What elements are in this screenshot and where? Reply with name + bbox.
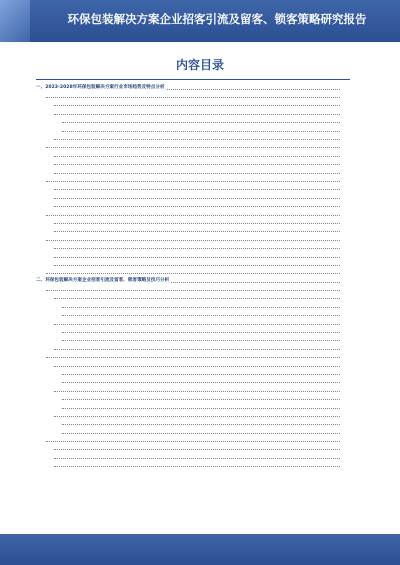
toc-leader-dots xyxy=(54,265,340,266)
toc-leader-dots xyxy=(54,349,340,350)
toc-entry[interactable] xyxy=(36,193,350,201)
toc-title: 内容目录 xyxy=(175,58,224,72)
toc-leader-dots xyxy=(54,231,340,232)
toc-entry[interactable] xyxy=(36,151,350,159)
toc-chapter-entry[interactable] xyxy=(36,277,350,285)
toc-leader-dots xyxy=(54,189,340,190)
toc-leader-dots xyxy=(62,122,340,123)
toc-entry[interactable] xyxy=(36,168,350,176)
report-header-title: 环保包装解决方案企业招客引流及留客、锁客策略研究报告 xyxy=(67,12,367,26)
toc-leader-dots xyxy=(62,433,340,434)
toc-entry[interactable] xyxy=(36,344,350,352)
toc-entry[interactable] xyxy=(36,420,350,428)
toc-entry[interactable] xyxy=(36,411,350,419)
toc-leader-dots xyxy=(54,105,340,106)
toc-leader-dots xyxy=(54,366,340,367)
title-divider xyxy=(36,79,350,80)
toc-entry[interactable] xyxy=(36,311,350,319)
toc-entry[interactable] xyxy=(36,160,350,168)
toc-entry-text: 一、2023-2028年环保包装解决方案行业市场趋势及特点分析 xyxy=(36,85,165,90)
toc-entry[interactable] xyxy=(36,92,350,100)
toc-leader-dots xyxy=(62,307,340,308)
toc-entry[interactable] xyxy=(36,436,350,444)
toc-entry[interactable] xyxy=(36,252,350,260)
toc-entry[interactable] xyxy=(36,428,350,436)
toc-leader-dots xyxy=(54,466,340,467)
toc-leader-dots xyxy=(62,374,340,375)
toc-entry[interactable] xyxy=(36,218,350,226)
toc-entry[interactable] xyxy=(36,269,350,277)
toc-leader-dots xyxy=(54,206,340,207)
toc-leader-dots xyxy=(46,357,340,358)
toc-leader-dots xyxy=(54,156,340,157)
toc-leader-dots xyxy=(54,324,340,325)
toc-entry[interactable] xyxy=(36,201,350,209)
toc-entry[interactable] xyxy=(36,445,350,453)
toc-entry[interactable] xyxy=(36,327,350,335)
toc-leader-dots xyxy=(46,240,340,241)
toc-leader-dots xyxy=(62,131,340,132)
toc-entry[interactable] xyxy=(36,185,350,193)
toc-entry[interactable] xyxy=(36,126,350,134)
toc-entry[interactable] xyxy=(36,353,350,361)
toc-entry[interactable] xyxy=(36,394,350,402)
toc-entry[interactable] xyxy=(36,378,350,386)
toc-leader-dots xyxy=(62,340,340,341)
toc-entry[interactable] xyxy=(36,403,350,411)
toc-leader-dots xyxy=(62,399,340,400)
toc-entry[interactable] xyxy=(36,386,350,394)
toc-leader-dots xyxy=(62,315,340,316)
toc-entry[interactable] xyxy=(36,118,350,126)
toc-leader-dots xyxy=(54,298,340,299)
toc-leader-dots xyxy=(54,416,340,417)
toc-leader-dots xyxy=(54,458,340,459)
toc-entry[interactable] xyxy=(36,453,350,461)
toc-leader-dots xyxy=(46,441,340,442)
toc-leader-dots xyxy=(54,198,340,199)
toc-entry[interactable] xyxy=(36,319,350,327)
toc-leader-dots xyxy=(62,332,340,333)
toc-entry[interactable] xyxy=(36,260,350,268)
toc-leader-dots xyxy=(54,257,340,258)
toc-entry[interactable] xyxy=(36,369,350,377)
toc-entry[interactable] xyxy=(36,109,350,117)
header-accent-stripe xyxy=(0,0,30,42)
toc-entry[interactable] xyxy=(36,210,350,218)
toc-leader-dots xyxy=(54,173,340,174)
toc-leader-dots xyxy=(62,408,340,409)
toc-entry[interactable] xyxy=(36,285,350,293)
toc-leader-dots xyxy=(46,273,340,274)
toc-entry[interactable] xyxy=(36,101,350,109)
toc-leader-dots xyxy=(54,391,340,392)
toc-entry[interactable] xyxy=(36,134,350,142)
toc-entry[interactable] xyxy=(36,336,350,344)
toc-leader-dots xyxy=(171,282,340,283)
toc-leader-dots xyxy=(46,147,340,148)
toc-leader-dots xyxy=(62,424,340,425)
toc-entry[interactable] xyxy=(36,294,350,302)
toc-chapter-entry[interactable] xyxy=(36,84,350,92)
toc-entry[interactable] xyxy=(36,243,350,251)
toc-leader-dots xyxy=(54,248,340,249)
toc-leader-dots xyxy=(54,223,340,224)
toc-entry-text: 二、环保包装解决方案企业招客引流及留客、锁客策略及技巧分析 xyxy=(36,277,170,283)
toc-leader-dots xyxy=(46,215,340,216)
toc-leader-dots xyxy=(54,114,340,115)
toc-leader-dots xyxy=(54,164,340,165)
toc-entry[interactable] xyxy=(36,361,350,369)
toc-leader-dots xyxy=(167,89,340,90)
toc-entry[interactable] xyxy=(36,462,350,470)
toc-entry[interactable] xyxy=(36,176,350,184)
table-of-contents xyxy=(36,84,350,488)
toc-leader-dots xyxy=(46,181,340,182)
toc-entry[interactable] xyxy=(36,302,350,310)
toc-leader-dots xyxy=(54,139,340,140)
toc-leader-dots xyxy=(62,382,340,383)
toc-entry[interactable] xyxy=(36,235,350,243)
toc-entry[interactable] xyxy=(36,143,350,151)
toc-leader-dots xyxy=(54,449,340,450)
toc-leader-dots xyxy=(46,97,340,98)
footer-band xyxy=(0,534,400,565)
toc-entry[interactable] xyxy=(36,227,350,235)
toc-leader-dots xyxy=(46,290,340,291)
